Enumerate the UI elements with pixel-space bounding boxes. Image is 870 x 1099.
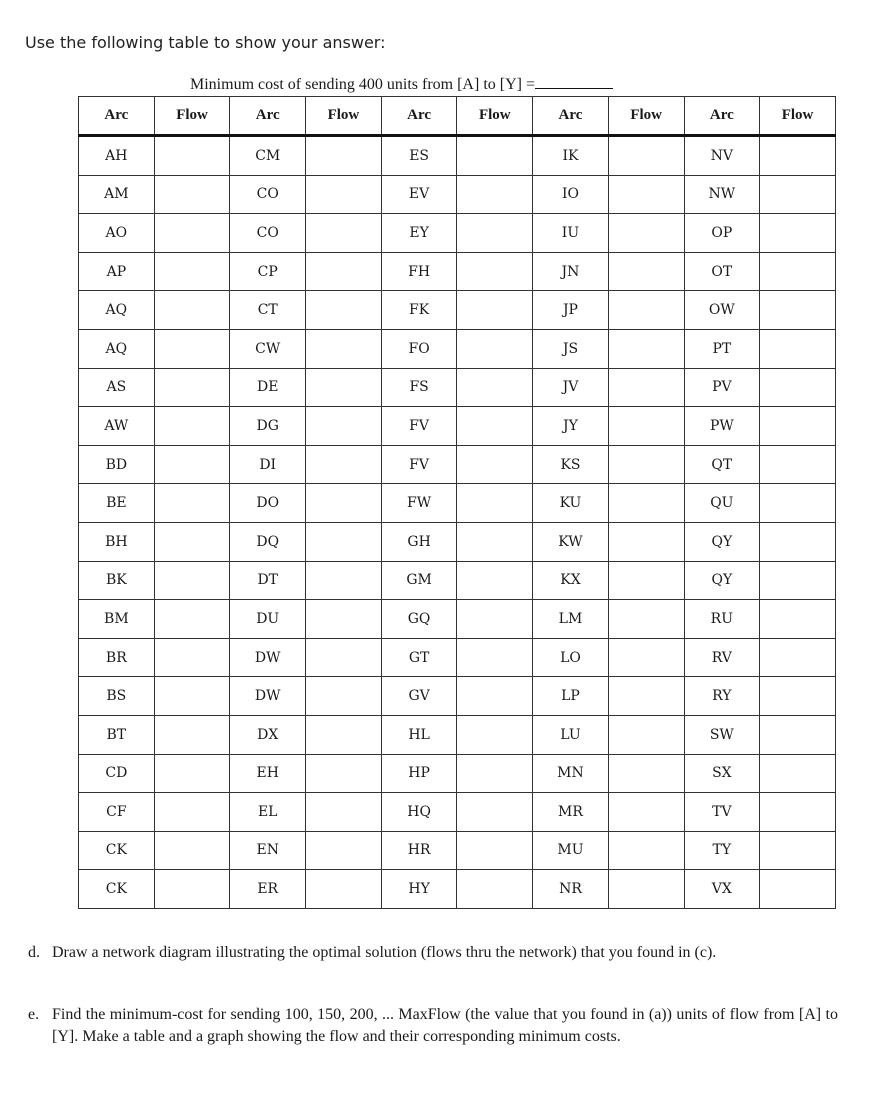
arc-cell: CM <box>230 136 306 176</box>
arc-cell: QY <box>684 522 760 561</box>
table-row <box>79 214 836 253</box>
flow-cell[interactable] <box>608 754 684 793</box>
arc-cell: PW <box>684 407 760 446</box>
flow-cell[interactable] <box>457 252 533 291</box>
arc-cell: FW <box>381 484 457 523</box>
table-row <box>79 561 836 600</box>
arc-cell: GQ <box>381 600 457 639</box>
flow-cell[interactable] <box>154 214 230 253</box>
flow-cell[interactable] <box>760 561 836 600</box>
arc-cell: NR <box>533 870 609 909</box>
flow-column-header: Flow <box>457 97 533 136</box>
arc-cell: DQ <box>230 522 306 561</box>
flow-cell[interactable] <box>457 522 533 561</box>
arc-cell: DT <box>230 561 306 600</box>
flow-cell[interactable] <box>760 368 836 407</box>
flow-cell[interactable] <box>306 715 382 754</box>
arc-cell: OT <box>684 252 760 291</box>
flow-cell[interactable] <box>608 136 684 176</box>
flow-cell[interactable] <box>306 870 382 909</box>
flow-cell[interactable] <box>457 561 533 600</box>
flow-cell[interactable] <box>760 484 836 523</box>
arc-cell: AS <box>79 368 155 407</box>
arc-column-header: Arc <box>533 97 609 136</box>
flow-cell[interactable] <box>457 715 533 754</box>
arc-cell: QU <box>684 484 760 523</box>
arc-cell: DI <box>230 445 306 484</box>
arc-cell: CO <box>230 214 306 253</box>
table-row <box>79 175 836 214</box>
arc-cell: FO <box>381 329 457 368</box>
arc-column-header: Arc <box>381 97 457 136</box>
flow-cell[interactable] <box>760 214 836 253</box>
arc-cell: LO <box>533 638 609 677</box>
table-caption <box>190 74 613 94</box>
arc-cell: DX <box>230 715 306 754</box>
arc-cell: LM <box>533 600 609 639</box>
flow-cell[interactable] <box>154 291 230 330</box>
arc-cell: JN <box>533 252 609 291</box>
table-row <box>79 638 836 677</box>
arc-cell: FH <box>381 252 457 291</box>
flow-cell[interactable] <box>760 291 836 330</box>
table-body <box>79 136 836 909</box>
flow-cell[interactable] <box>608 484 684 523</box>
flow-cell[interactable] <box>154 445 230 484</box>
flow-cell[interactable] <box>608 715 684 754</box>
flow-cell[interactable] <box>608 175 684 214</box>
arc-cell: EN <box>230 831 306 870</box>
arc-cell: KU <box>533 484 609 523</box>
arc-cell: DW <box>230 638 306 677</box>
arc-cell: SX <box>684 754 760 793</box>
flow-cell[interactable] <box>457 329 533 368</box>
table-row <box>79 136 836 176</box>
flow-cell[interactable] <box>760 407 836 446</box>
arc-cell: ER <box>230 870 306 909</box>
flow-cell[interactable] <box>760 445 836 484</box>
arc-cell: BK <box>79 561 155 600</box>
arc-cell: FK <box>381 291 457 330</box>
arc-cell: KS <box>533 445 609 484</box>
arc-cell: IK <box>533 136 609 176</box>
flow-cell[interactable] <box>760 252 836 291</box>
arc-cell: PV <box>684 368 760 407</box>
flow-cell[interactable] <box>306 252 382 291</box>
arc-cell: CT <box>230 291 306 330</box>
flow-cell[interactable] <box>608 445 684 484</box>
arc-cell: MU <box>533 831 609 870</box>
flow-cell[interactable] <box>760 600 836 639</box>
arc-cell: JS <box>533 329 609 368</box>
flow-cell[interactable] <box>154 831 230 870</box>
flow-column-header: Flow <box>760 97 836 136</box>
arc-cell: BE <box>79 484 155 523</box>
arc-cell: HP <box>381 754 457 793</box>
flow-cell[interactable] <box>154 368 230 407</box>
caption-text: Minimum cost of sending 400 units from [A] to [Y] = <box>190 76 535 93</box>
arc-cell: CW <box>230 329 306 368</box>
flow-cell[interactable] <box>457 484 533 523</box>
arc-cell: EL <box>230 793 306 832</box>
arc-cell: BD <box>79 445 155 484</box>
table-row <box>79 252 836 291</box>
flow-cell[interactable] <box>306 368 382 407</box>
flow-cell[interactable] <box>457 368 533 407</box>
flow-cell[interactable] <box>306 793 382 832</box>
arc-cell: RY <box>684 677 760 716</box>
flow-cell[interactable] <box>608 677 684 716</box>
flow-cell[interactable] <box>306 329 382 368</box>
intro-text: Use the following table to show your answer: <box>25 33 386 52</box>
arc-column-header: Arc <box>230 97 306 136</box>
arc-cell: CP <box>230 252 306 291</box>
arc-cell: LP <box>533 677 609 716</box>
answer-table <box>78 96 836 909</box>
flow-cell[interactable] <box>608 368 684 407</box>
flow-cell[interactable] <box>154 600 230 639</box>
flow-cell[interactable] <box>608 329 684 368</box>
arc-cell: TV <box>684 793 760 832</box>
flow-cell[interactable] <box>154 715 230 754</box>
flow-cell[interactable] <box>457 831 533 870</box>
arc-cell: FV <box>381 445 457 484</box>
flow-column-header: Flow <box>306 97 382 136</box>
arc-cell: HY <box>381 870 457 909</box>
question-d <box>28 942 838 964</box>
table-row <box>79 329 836 368</box>
arc-cell: KW <box>533 522 609 561</box>
table-row <box>79 870 836 909</box>
question-d-label: d. <box>28 944 40 961</box>
arc-cell: CK <box>79 831 155 870</box>
flow-cell[interactable] <box>760 638 836 677</box>
flow-cell[interactable] <box>457 600 533 639</box>
flow-cell[interactable] <box>760 754 836 793</box>
table-row <box>79 793 836 832</box>
flow-cell[interactable] <box>154 136 230 176</box>
flow-column-header: Flow <box>154 97 230 136</box>
flow-cell[interactable] <box>608 870 684 909</box>
flow-cell[interactable] <box>457 638 533 677</box>
arc-cell: NW <box>684 175 760 214</box>
arc-cell: CD <box>79 754 155 793</box>
arc-cell: EV <box>381 175 457 214</box>
arc-cell: VX <box>684 870 760 909</box>
arc-cell: BS <box>79 677 155 716</box>
table-header-row <box>79 97 836 136</box>
arc-cell: JY <box>533 407 609 446</box>
flow-cell[interactable] <box>608 252 684 291</box>
arc-cell: JP <box>533 291 609 330</box>
arc-cell: JV <box>533 368 609 407</box>
arc-cell: BR <box>79 638 155 677</box>
arc-cell: DO <box>230 484 306 523</box>
flow-cell[interactable] <box>154 252 230 291</box>
arc-cell: FS <box>381 368 457 407</box>
arc-cell: QT <box>684 445 760 484</box>
arc-cell: AW <box>79 407 155 446</box>
flow-cell[interactable] <box>457 677 533 716</box>
arc-cell: DG <box>230 407 306 446</box>
flow-cell[interactable] <box>457 445 533 484</box>
arc-cell: DE <box>230 368 306 407</box>
arc-cell: AM <box>79 175 155 214</box>
flow-cell[interactable] <box>306 484 382 523</box>
flow-cell[interactable] <box>306 754 382 793</box>
arc-cell: OW <box>684 291 760 330</box>
flow-cell[interactable] <box>608 407 684 446</box>
table-row <box>79 445 836 484</box>
table-row <box>79 754 836 793</box>
flow-cell[interactable] <box>306 677 382 716</box>
arc-column-header: Arc <box>684 97 760 136</box>
arc-cell: GT <box>381 638 457 677</box>
flow-cell[interactable] <box>154 561 230 600</box>
question-e-text: Find the minimum-cost for sending 100, 150, 200, ... MaxFlow (the value that you found in (a)) units of flow from [A] to [Y]. Make a table and a graph showing the flow and their corresponding minimum costs. <box>52 1006 838 1045</box>
flow-cell[interactable] <box>306 831 382 870</box>
flow-cell[interactable] <box>306 522 382 561</box>
flow-column-header: Flow <box>608 97 684 136</box>
flow-cell[interactable] <box>608 638 684 677</box>
flow-cell[interactable] <box>306 214 382 253</box>
arc-cell: AH <box>79 136 155 176</box>
flow-cell[interactable] <box>760 870 836 909</box>
arc-cell: BM <box>79 600 155 639</box>
flow-cell[interactable] <box>760 831 836 870</box>
flow-cell[interactable] <box>608 831 684 870</box>
flow-cell[interactable] <box>154 677 230 716</box>
arc-cell: OP <box>684 214 760 253</box>
question-e-label: e. <box>28 1006 40 1023</box>
arc-cell: IO <box>533 175 609 214</box>
flow-cell[interactable] <box>608 793 684 832</box>
flow-cell[interactable] <box>154 329 230 368</box>
arc-cell: CK <box>79 870 155 909</box>
arc-cell: SW <box>684 715 760 754</box>
arc-cell: LU <box>533 715 609 754</box>
flow-cell[interactable] <box>457 407 533 446</box>
arc-cell: AP <box>79 252 155 291</box>
table-row <box>79 600 836 639</box>
arc-cell: BT <box>79 715 155 754</box>
flow-cell[interactable] <box>457 870 533 909</box>
arc-cell: AQ <box>79 329 155 368</box>
flow-cell[interactable] <box>760 715 836 754</box>
flow-cell[interactable] <box>760 522 836 561</box>
flow-cell[interactable] <box>306 445 382 484</box>
arc-cell: GV <box>381 677 457 716</box>
flow-cell[interactable] <box>154 638 230 677</box>
flow-cell[interactable] <box>306 136 382 176</box>
arc-cell: HR <box>381 831 457 870</box>
arc-column-header: Arc <box>79 97 155 136</box>
arc-cell: EY <box>381 214 457 253</box>
flow-cell[interactable] <box>154 754 230 793</box>
arc-cell: IU <box>533 214 609 253</box>
flow-cell[interactable] <box>154 484 230 523</box>
table-row <box>79 368 836 407</box>
flow-cell[interactable] <box>760 136 836 176</box>
table-row <box>79 522 836 561</box>
question-d-text: Draw a network diagram illustrating the optimal solution (flows thru the network) that you found in (c). <box>52 944 717 961</box>
flow-cell[interactable] <box>457 754 533 793</box>
flow-cell[interactable] <box>760 175 836 214</box>
arc-cell: CO <box>230 175 306 214</box>
flow-cell[interactable] <box>154 175 230 214</box>
flow-cell[interactable] <box>608 214 684 253</box>
flow-cell[interactable] <box>306 175 382 214</box>
table-row <box>79 677 836 716</box>
arc-cell: BH <box>79 522 155 561</box>
flow-cell[interactable] <box>154 870 230 909</box>
arc-cell: AO <box>79 214 155 253</box>
arc-cell: TY <box>684 831 760 870</box>
flow-cell[interactable] <box>608 522 684 561</box>
flow-cell[interactable] <box>306 407 382 446</box>
table-row <box>79 484 836 523</box>
arc-cell: NV <box>684 136 760 176</box>
flow-cell[interactable] <box>608 291 684 330</box>
table-row <box>79 715 836 754</box>
arc-cell: KX <box>533 561 609 600</box>
flow-cell[interactable] <box>457 214 533 253</box>
table-row <box>79 831 836 870</box>
arc-cell: MR <box>533 793 609 832</box>
arc-cell: DU <box>230 600 306 639</box>
arc-cell: QY <box>684 561 760 600</box>
arc-cell: DW <box>230 677 306 716</box>
flow-cell[interactable] <box>608 600 684 639</box>
flow-cell[interactable] <box>457 136 533 176</box>
arc-cell: RV <box>684 638 760 677</box>
arc-cell: EH <box>230 754 306 793</box>
flow-cell[interactable] <box>457 175 533 214</box>
arc-cell: PT <box>684 329 760 368</box>
flow-cell[interactable] <box>306 638 382 677</box>
flow-cell[interactable] <box>154 793 230 832</box>
flow-cell[interactable] <box>306 291 382 330</box>
flow-cell[interactable] <box>306 561 382 600</box>
flow-cell[interactable] <box>154 407 230 446</box>
arc-cell: HQ <box>381 793 457 832</box>
flow-cell[interactable] <box>154 522 230 561</box>
table-row <box>79 407 836 446</box>
flow-cell[interactable] <box>760 793 836 832</box>
flow-cell[interactable] <box>457 793 533 832</box>
flow-cell[interactable] <box>760 329 836 368</box>
arc-cell: GH <box>381 522 457 561</box>
flow-cell[interactable] <box>608 561 684 600</box>
arc-cell: CF <box>79 793 155 832</box>
arc-cell: HL <box>381 715 457 754</box>
answer-blank <box>535 74 613 89</box>
arc-cell: FV <box>381 407 457 446</box>
arc-cell: RU <box>684 600 760 639</box>
arc-cell: GM <box>381 561 457 600</box>
flow-cell[interactable] <box>457 291 533 330</box>
arc-cell: MN <box>533 754 609 793</box>
question-e <box>28 1004 838 1048</box>
flow-cell[interactable] <box>306 600 382 639</box>
flow-cell[interactable] <box>760 677 836 716</box>
arc-cell: AQ <box>79 291 155 330</box>
table-row <box>79 291 836 330</box>
arc-cell: ES <box>381 136 457 176</box>
